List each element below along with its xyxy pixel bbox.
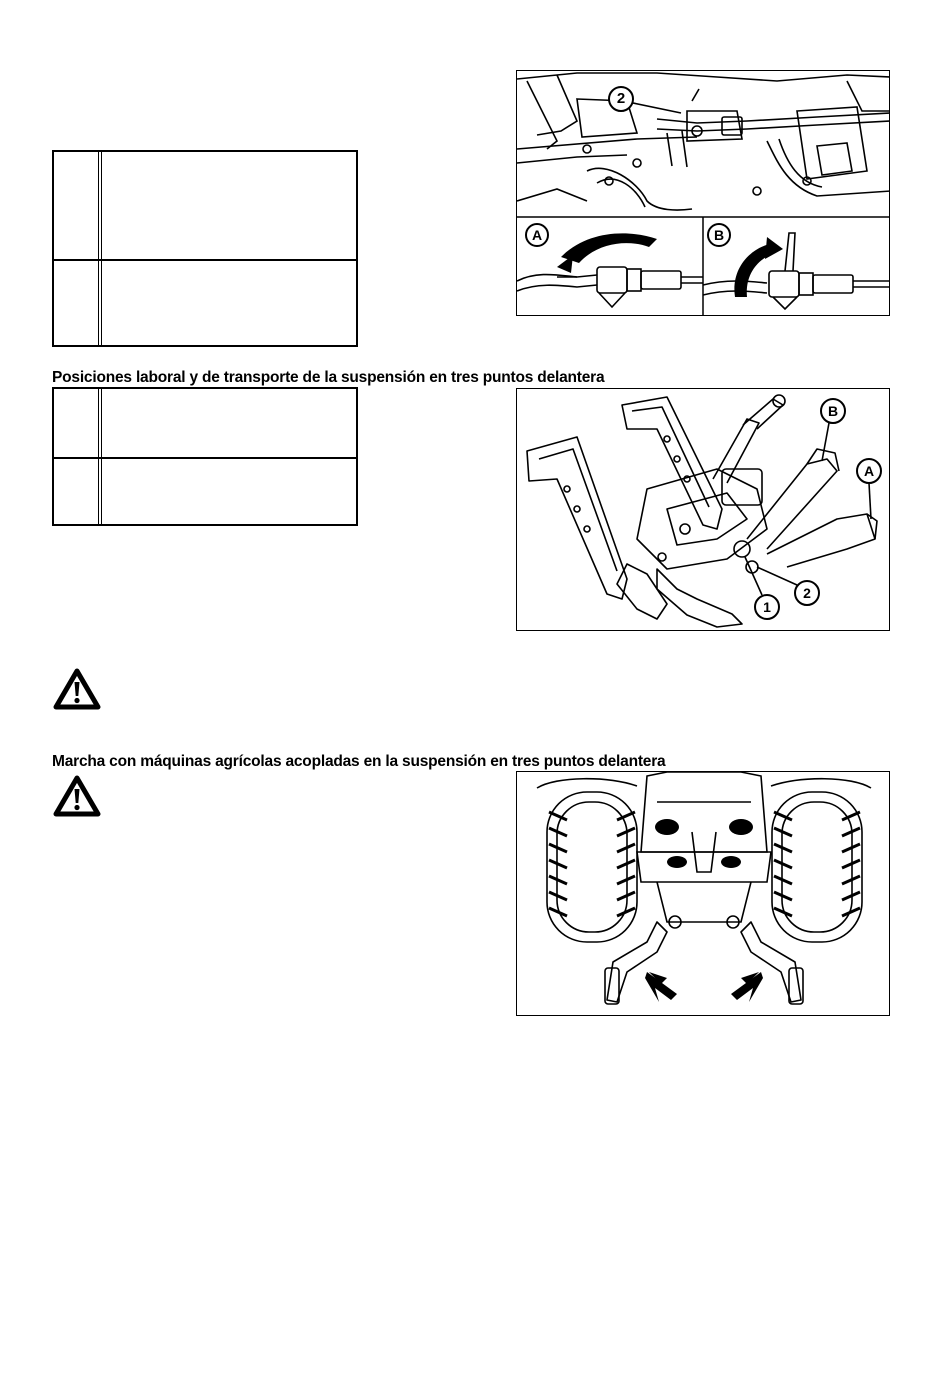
table-row [54, 259, 356, 345]
hitch-illustration [517, 389, 890, 631]
warning-triangle-icon [53, 668, 101, 710]
section-heading: Marcha con máquinas agrícolas acopladas en la suspensión en tres puntos delantera [52, 753, 666, 770]
table-row [54, 389, 356, 457]
tractor-figure [516, 771, 890, 1016]
info-table-2 [52, 387, 358, 526]
valve-illustration [517, 71, 890, 316]
hitch-figure [516, 388, 890, 631]
callout-2-label: 2 [803, 585, 811, 601]
table-row [54, 457, 356, 524]
callout-1-label: 1 [763, 599, 771, 615]
callout-label: 2 [616, 90, 626, 107]
info-table-1 [52, 150, 358, 347]
panel-b-label: B [713, 227, 725, 243]
valve-figure [516, 70, 890, 316]
panel-a-label: A [531, 227, 543, 243]
section-heading: Posiciones laboral y de transporte de la suspensión en tres puntos delantera [52, 369, 605, 386]
warning-triangle-icon [53, 775, 101, 817]
callout-a-label: A [863, 463, 875, 479]
tractor-illustration [517, 772, 890, 1016]
callout-b-label: B [827, 403, 839, 419]
table-row [54, 152, 356, 259]
